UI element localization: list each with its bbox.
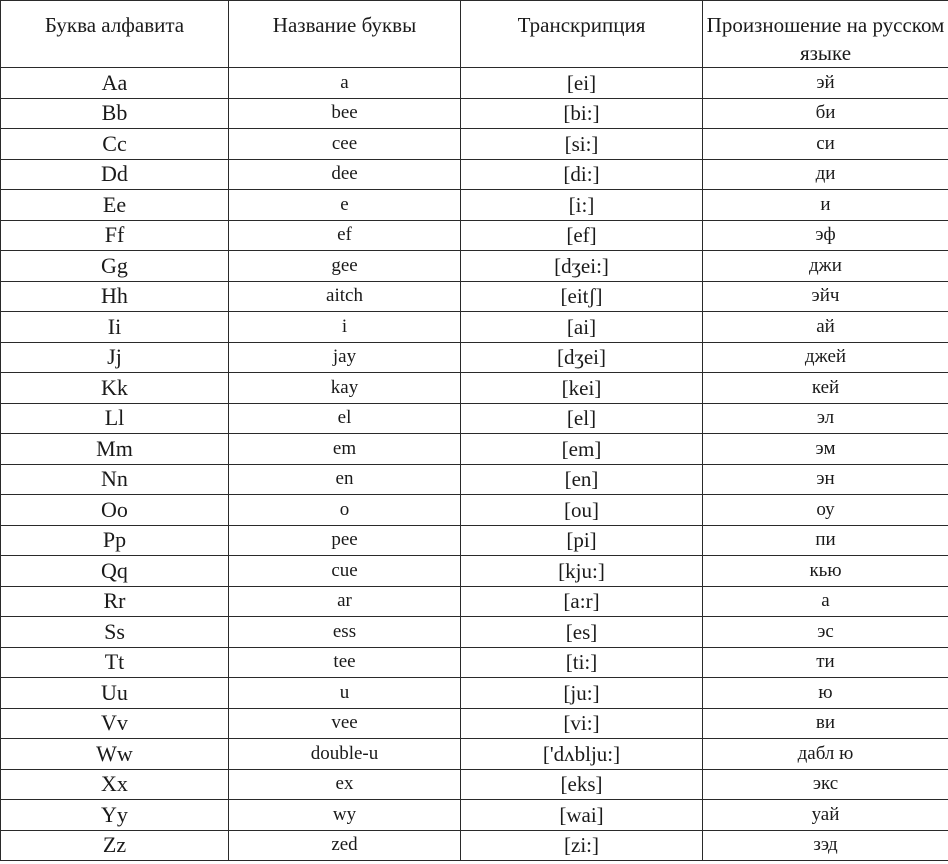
cell-transcription: [ou] (461, 495, 703, 526)
cell-letter-name: aitch (229, 281, 461, 312)
table-row (1, 312, 948, 343)
table-row (1, 586, 948, 617)
cell-transcription: [em] (461, 434, 703, 465)
cell-russian-pronunciation: ай (703, 312, 948, 343)
table-row (1, 342, 948, 373)
table-row (1, 495, 948, 526)
cell-letter-name: zed (229, 830, 461, 861)
cell-letter: Aa (1, 68, 229, 99)
cell-letter: Vv (1, 708, 229, 739)
cell-letter: Ff (1, 220, 229, 251)
cell-transcription: [vi:] (461, 708, 703, 739)
cell-letter-name: jay (229, 342, 461, 373)
cell-letter: Uu (1, 678, 229, 709)
header-letter-name: Название буквы (229, 1, 461, 68)
cell-transcription: [es] (461, 617, 703, 648)
cell-letter-name: kay (229, 373, 461, 404)
table-row (1, 617, 948, 648)
table-row (1, 769, 948, 800)
cell-letter: Nn (1, 464, 229, 495)
cell-letter: Ii (1, 312, 229, 343)
cell-letter: Mm (1, 434, 229, 465)
table-row (1, 464, 948, 495)
cell-transcription: [zi:] (461, 830, 703, 861)
cell-russian-pronunciation: а (703, 586, 948, 617)
table-row (1, 830, 948, 861)
table-row (1, 98, 948, 129)
cell-letter-name: cee (229, 129, 461, 160)
cell-letter: Hh (1, 281, 229, 312)
cell-letter: Qq (1, 556, 229, 587)
header-row (1, 1, 948, 68)
cell-letter: Tt (1, 647, 229, 678)
cell-letter: Yy (1, 800, 229, 831)
cell-russian-pronunciation: ти (703, 647, 948, 678)
cell-russian-pronunciation: эф (703, 220, 948, 251)
cell-letter: Gg (1, 251, 229, 282)
table-row (1, 708, 948, 739)
table-row (1, 678, 948, 709)
cell-letter-name: en (229, 464, 461, 495)
cell-letter-name: el (229, 403, 461, 434)
cell-transcription: [en] (461, 464, 703, 495)
cell-transcription: [ti:] (461, 647, 703, 678)
cell-russian-pronunciation: эй (703, 68, 948, 99)
table-row (1, 281, 948, 312)
cell-letter: Bb (1, 98, 229, 129)
table-row (1, 800, 948, 831)
header-russian-pronunciation: Произношение на русском языке (703, 1, 948, 68)
cell-russian-pronunciation: кей (703, 373, 948, 404)
table-row (1, 739, 948, 770)
cell-letter: Ss (1, 617, 229, 648)
table-row (1, 403, 948, 434)
cell-russian-pronunciation: зэд (703, 830, 948, 861)
table-row (1, 556, 948, 587)
cell-letter-name: o (229, 495, 461, 526)
cell-transcription: ['dʌblju:] (461, 739, 703, 770)
cell-russian-pronunciation: уай (703, 800, 948, 831)
cell-transcription: [dʒei:] (461, 251, 703, 282)
cell-russian-pronunciation: ди (703, 159, 948, 190)
cell-transcription: [el] (461, 403, 703, 434)
cell-letter-name: a (229, 68, 461, 99)
cell-letter-name: ef (229, 220, 461, 251)
cell-transcription: [wai] (461, 800, 703, 831)
table-body (1, 68, 948, 861)
cell-russian-pronunciation: пи (703, 525, 948, 556)
table-row (1, 68, 948, 99)
cell-letter: Pp (1, 525, 229, 556)
cell-transcription: [eks] (461, 769, 703, 800)
table-row (1, 129, 948, 160)
cell-letter: Rr (1, 586, 229, 617)
header-transcription: Транскрипция (461, 1, 703, 68)
cell-letter: Kk (1, 373, 229, 404)
cell-russian-pronunciation: оу (703, 495, 948, 526)
table-row (1, 525, 948, 556)
cell-russian-pronunciation: джей (703, 342, 948, 373)
cell-letter-name: u (229, 678, 461, 709)
cell-letter: Zz (1, 830, 229, 861)
cell-letter-name: ess (229, 617, 461, 648)
cell-russian-pronunciation: эйч (703, 281, 948, 312)
cell-letter: Dd (1, 159, 229, 190)
cell-letter-name: cue (229, 556, 461, 587)
table-header (1, 1, 948, 68)
cell-russian-pronunciation: и (703, 190, 948, 221)
cell-letter-name: wy (229, 800, 461, 831)
cell-letter-name: pee (229, 525, 461, 556)
cell-russian-pronunciation: эм (703, 434, 948, 465)
table-row (1, 251, 948, 282)
cell-russian-pronunciation: джи (703, 251, 948, 282)
table-row (1, 434, 948, 465)
cell-letter-name: gee (229, 251, 461, 282)
cell-letter: Cc (1, 129, 229, 160)
cell-russian-pronunciation: эс (703, 617, 948, 648)
cell-russian-pronunciation: си (703, 129, 948, 160)
cell-russian-pronunciation: ви (703, 708, 948, 739)
cell-russian-pronunciation: эн (703, 464, 948, 495)
cell-russian-pronunciation: эл (703, 403, 948, 434)
cell-russian-pronunciation: би (703, 98, 948, 129)
cell-letter: Jj (1, 342, 229, 373)
cell-transcription: [kju:] (461, 556, 703, 587)
cell-letter: Oo (1, 495, 229, 526)
header-letter: Буква алфавита (1, 1, 229, 68)
cell-letter-name: em (229, 434, 461, 465)
cell-transcription: [i:] (461, 190, 703, 221)
cell-letter: Xx (1, 769, 229, 800)
cell-transcription: [ef] (461, 220, 703, 251)
table-row (1, 159, 948, 190)
cell-transcription: [a:r] (461, 586, 703, 617)
cell-transcription: [eitʃ] (461, 281, 703, 312)
cell-letter-name: bee (229, 98, 461, 129)
cell-letter-name: ar (229, 586, 461, 617)
cell-letter-name: ex (229, 769, 461, 800)
cell-transcription: [kei] (461, 373, 703, 404)
cell-letter-name: vee (229, 708, 461, 739)
cell-letter: Ww (1, 739, 229, 770)
cell-transcription: [si:] (461, 129, 703, 160)
cell-transcription: [dʒei] (461, 342, 703, 373)
cell-russian-pronunciation: экс (703, 769, 948, 800)
cell-russian-pronunciation: дабл ю (703, 739, 948, 770)
table-row (1, 190, 948, 221)
cell-transcription: [ai] (461, 312, 703, 343)
cell-letter-name: dee (229, 159, 461, 190)
cell-transcription: [ju:] (461, 678, 703, 709)
cell-russian-pronunciation: ю (703, 678, 948, 709)
cell-transcription: [di:] (461, 159, 703, 190)
cell-letter-name: i (229, 312, 461, 343)
table-row (1, 220, 948, 251)
table-row (1, 373, 948, 404)
table-row (1, 647, 948, 678)
cell-transcription: [bi:] (461, 98, 703, 129)
cell-transcription: [ei] (461, 68, 703, 99)
cell-letter-name: tee (229, 647, 461, 678)
cell-russian-pronunciation: кью (703, 556, 948, 587)
cell-letter: Ee (1, 190, 229, 221)
cell-letter-name: double-u (229, 739, 461, 770)
cell-transcription: [pi] (461, 525, 703, 556)
cell-letter-name: e (229, 190, 461, 221)
cell-letter: Ll (1, 403, 229, 434)
